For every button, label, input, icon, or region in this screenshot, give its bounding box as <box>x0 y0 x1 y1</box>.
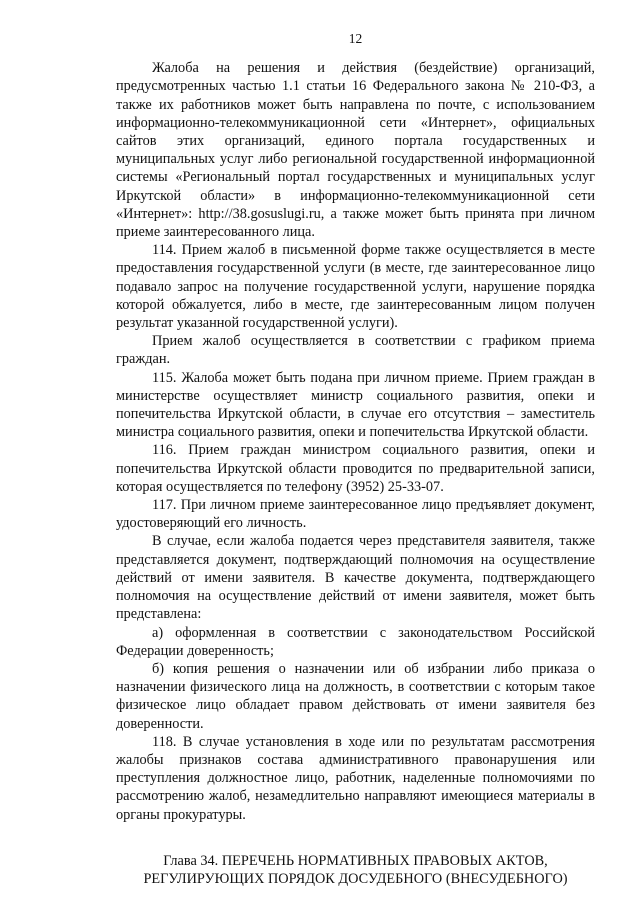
chapter-heading <box>116 852 595 889</box>
chapter-heading-line-1: Глава 34. ПЕРЕЧЕНЬ НОРМАТИВНЫХ ПРАВОВЫХ АКТОВ, <box>163 852 548 869</box>
paragraph-115: 115. Жалоба может быть подана при личном приеме. Прием граждан в министерстве осуществляет министр социального развития, опеки и попечительства Иркутской области, в случае его отсутствия – заместитель министра социального развития, опеки и попечительства Иркутской области. <box>116 369 595 441</box>
paragraph-118: 118. В случае установления в ходе или по результатам рассмотрения жалобы признаков состава административного правонарушения или преступления должностное лицо, работник, наделенные полномочиями по рассмотрению жалоб, незамедлительно направляют имеющиеся материалы в органы прокуратуры. <box>116 733 595 823</box>
paragraph-reception-schedule: Прием жалоб осуществляется в соответствии с графиком приема граждан. <box>116 333 595 368</box>
paragraph-116: 116. Прием граждан министром социального развития, опеки и попечительства Иркутской области проводится по предварительной записи, которая осуществляется по телефону (3952) 25-33-07. <box>116 442 595 495</box>
page-number: 12 <box>348 31 363 46</box>
chapter-heading-line-2: РЕГУЛИРУЮЩИХ ПОРЯДОК ДОСУДЕБНОГО (ВНЕСУДЕБНОГО) <box>143 871 568 888</box>
list-item-a: а) оформленная в соответствии с законодательством Российской Федерации доверенность; <box>116 624 595 659</box>
paragraph-complaint-channels: Жалоба на решения и действия (бездействие) организаций, предусмотренных частью 1.1 статьи 16 Федерального закона № 210-ФЗ, а также их работников может быть направлена по почте, с использованием информационно-телекоммуникационной сети «Интернет», официальных сайтов этих организаций, единого портала государственных и муниципальных услуг либо региональной государственной информационной системы «Региональный портал государственных и муниципальных услуг Иркутской области» в информационно-телекоммуникационной сети «Интернет»: http://38.gosuslugi.ru, а также может быть принята при личном приеме заинтересованного лица. <box>116 60 595 241</box>
list-item-b: б) копия решения о назначении или об избрании либо приказа о назначении физического лица на должность, в соответствии с которым такое физическое лицо обладает правом действовать от имени заявителя без доверенности. <box>116 660 595 732</box>
paragraph-117: 117. При личном приеме заинтересованное лицо предъявляет документ, удостоверяющий его личность. <box>116 497 595 532</box>
paragraph-representative: В случае, если жалоба подается через представителя заявителя, также представляется документ, подтверждающий полномочия на осуществление действий от имени заявителя. В качестве документа, подтверждающего полномочия на осуществление действий от имени заявителя, может быть представлена: <box>116 533 595 623</box>
paragraph-114: 114. Прием жалоб в письменной форме также осуществляется в месте предоставления государственной услуги (в месте, где заинтересованное лицо подавало запрос на получение государственной услуги, нарушение порядка которой обжалуется, либо в месте, где заинтересованным лицом получен результат указанной государственной услуги). <box>116 242 595 332</box>
